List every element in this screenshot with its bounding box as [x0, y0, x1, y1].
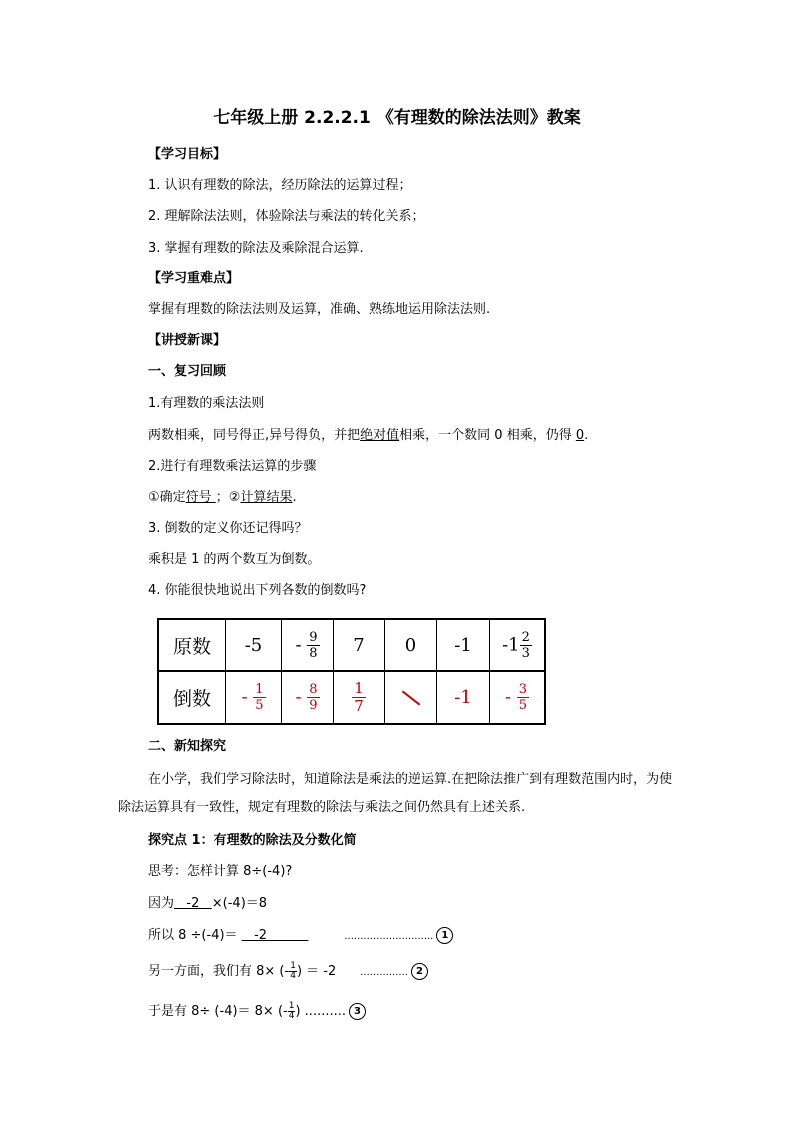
review-3-text: 乘积是 1 的两个数互为倒数。	[148, 552, 321, 567]
cell-original-3: 7	[334, 619, 385, 671]
cell-original-5: -1	[437, 619, 490, 671]
cell-reciprocal-2: - $\frac{8}{9}$	[282, 671, 334, 724]
because-line: 因为 -2 ×(-4)＝8	[148, 896, 268, 911]
cell-reciprocal-4	[385, 671, 437, 724]
table-row-original	[158, 619, 545, 671]
page-title: 七年级上册 2.2.2.1 《有理数的除法法则》教案	[213, 108, 581, 128]
blank-because: -2	[174, 896, 212, 911]
cell-reciprocal-6: - $\frac{3}{5}$	[490, 671, 546, 724]
cell-original-1: -5	[226, 619, 282, 671]
blank-sign: 符号	[185, 490, 216, 505]
review-1-text: 两数相乘，同号得正,异号得负，并把绝对值相乘，一个数同 0 相乘，仍得 0.	[148, 428, 589, 443]
cell-original-2: - $\frac{9}{8}$	[282, 619, 334, 671]
therefore-line: 于是有 8÷ (-4)＝ 8× (- $\frac{1}{4}$ ) .......... 3	[148, 1002, 366, 1021]
think-question: 思考：怎样计算 8÷(-4)?	[148, 864, 293, 879]
review-3-title: 3. 倒数的定义你还记得吗？	[148, 521, 308, 536]
so-line: 所以 8 ÷(-4)＝ -2 ............................ 1	[148, 927, 453, 946]
cell-reciprocal-1: - $\frac{1}{5}$	[226, 671, 282, 724]
goal-item-1: 1. 认识有理数的除法，经历除法的运算过程；	[148, 178, 412, 193]
blank-absolute-value: 绝对值	[360, 428, 400, 443]
goal-item-3: 3. 掌握有理数的除法及乘除混合运算.	[148, 241, 364, 256]
cell-original-4: 0	[385, 619, 437, 671]
table-row-reciprocal	[158, 671, 545, 724]
review-heading: 一、复习回顾	[148, 364, 227, 379]
no-reciprocal-slash-icon	[401, 690, 420, 705]
cell-reciprocal-5: -1	[437, 671, 490, 724]
review-2-text: ①确定符号 ；②计算结果.	[148, 490, 297, 505]
row-head-original: 原数	[158, 619, 226, 671]
blank-result: 计算结果	[240, 490, 293, 505]
explore-paragraph: 在小学，我们学习除法时，知道除法是乘法的逆运算.在把除法推广到有理数范围内时，为使除法运算具有一致性，规定有理数的除法与乘法之间仍然具有上述关系.	[118, 772, 673, 815]
blank-so: -2	[241, 928, 309, 943]
explore-heading: 二、新知探究	[148, 739, 227, 754]
goal-item-2: 2. 理解除法法则，体验除法与乘法的转化关系；	[148, 209, 425, 224]
row-head-reciprocal: 倒数	[158, 671, 226, 724]
review-1-title: 1.有理数的乘法法则	[148, 396, 265, 411]
review-4-title: 4. 你能很快地说出下列各数的倒数吗?	[148, 583, 367, 598]
lesson-heading: 【讲授新课】	[148, 333, 227, 348]
circled-number-1: 1	[436, 927, 453, 944]
reciprocal-table	[157, 618, 546, 725]
circled-number-3: 3	[349, 1003, 366, 1020]
review-2-title: 2.进行有理数乘法运算的步骤	[148, 459, 317, 474]
cell-reciprocal-3: $\frac{1}{7}$	[334, 671, 385, 724]
explore-point-1: 探究点 1：有理数的除法及分数化简	[148, 833, 357, 848]
cell-original-6: -1 $\frac{2}{3}$	[490, 619, 546, 671]
circled-number-2: 2	[411, 963, 428, 980]
key-text: 掌握有理数的除法法则及运算，准确、熟练地运用除法法则.	[148, 302, 491, 317]
key-heading: 【学习重难点】	[148, 271, 240, 286]
goals-heading: 【学习目标】	[148, 147, 227, 162]
other-hand-line: 另一方面，我们有 8× (- $\frac{1}{4}$ ) ＝ -2 ............... 2	[148, 962, 428, 982]
blank-zero: 0	[575, 428, 585, 443]
